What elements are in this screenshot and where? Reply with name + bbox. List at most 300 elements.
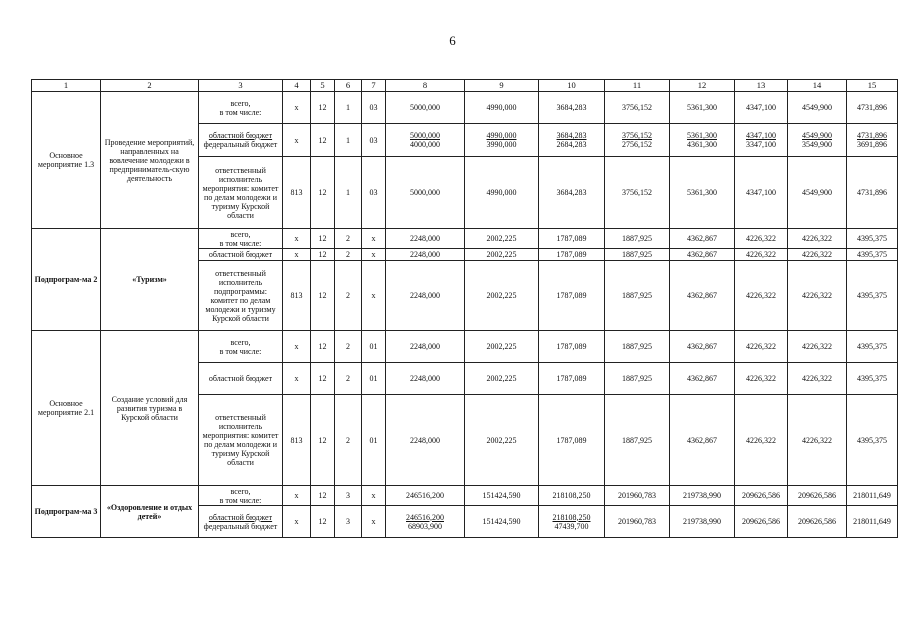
value-year-8-line: 4731,896	[857, 188, 887, 197]
funding-source-line: в том числе:	[219, 346, 262, 356]
value-year-3-line: 3684,283	[556, 131, 587, 140]
value-year-4-line: 1887,925	[622, 234, 652, 243]
header-cell-10: 10	[539, 80, 605, 92]
code-c4	[283, 395, 311, 486]
header-row	[32, 80, 898, 92]
value-year-2-line: 2002,225	[486, 250, 517, 259]
code-c6-line: 1	[346, 135, 350, 145]
funding-source-line: областной бюджет	[208, 131, 273, 140]
value-year-6	[735, 249, 788, 261]
code-c5-line: 12	[318, 491, 327, 500]
value-year-6-line: 4226,322	[746, 234, 776, 243]
value-year-1	[386, 331, 465, 363]
value-year-7-line: 4226,322	[802, 342, 832, 351]
value-year-3-line: 1787,089	[556, 291, 587, 300]
value-year-5-line: 219738,990	[683, 491, 721, 500]
value-year-1-line: 2248,000	[410, 374, 440, 383]
value-year-6	[735, 363, 788, 395]
value-year-2	[465, 331, 539, 363]
value-year-3	[539, 506, 605, 538]
code-c5	[311, 157, 335, 229]
code-c7	[362, 229, 386, 249]
program-name: Основное мероприятие 1.3	[32, 92, 101, 229]
funding-source-line: всего,	[230, 486, 251, 496]
header-cell-9: 9	[465, 80, 539, 92]
value-year-2-line: 151424,590	[482, 517, 521, 526]
value-year-4	[605, 157, 670, 229]
code-c4-line: x	[294, 135, 299, 145]
code-c5-line: 12	[318, 517, 327, 526]
table-row	[32, 331, 898, 363]
value-year-5	[670, 92, 735, 124]
value-year-7-line: 4226,322	[802, 250, 832, 259]
header-cell-15: 15	[847, 80, 898, 92]
value-year-4	[605, 363, 670, 395]
value-year-4	[605, 261, 670, 331]
value-year-2-line: 151424,590	[482, 491, 521, 500]
value-year-2-line: 2002,225	[486, 291, 517, 300]
value-year-8-line: 4731,896	[857, 131, 887, 140]
code-c4	[283, 229, 311, 249]
code-c6-line: 3	[346, 491, 350, 500]
funding-source-line: областной бюджет	[208, 374, 273, 383]
value-year-5-line: 4362,867	[687, 435, 717, 445]
value-year-2	[465, 486, 539, 506]
value-year-1-line: 246516,200	[406, 491, 444, 500]
value-year-1	[386, 395, 465, 486]
table-row	[32, 92, 898, 124]
value-year-3	[539, 363, 605, 395]
funding-source-line: областной бюджет	[208, 512, 273, 522]
value-year-3-line: 3684,283	[556, 188, 587, 197]
code-c7	[362, 124, 386, 157]
value-year-6-line: 4347,100	[746, 188, 776, 197]
funding-source-line: областной бюджет	[208, 250, 273, 259]
value-year-3-line: 218108,250	[552, 491, 591, 500]
program-name: Подпрограм-ма 2	[32, 229, 101, 331]
value-year-2	[465, 249, 539, 261]
code-c6	[335, 92, 362, 124]
value-year-2-line: 2002,225	[486, 342, 517, 351]
code-c5-line: 12	[318, 103, 327, 112]
value-year-6	[735, 92, 788, 124]
value-year-7-line: 4226,322	[802, 291, 832, 300]
code-c6-line: 2	[346, 234, 350, 243]
value-year-4-line: 201960,783	[618, 491, 656, 500]
program-description: «Оздоровление и отдых детей»	[101, 486, 199, 538]
value-year-7	[788, 249, 847, 261]
code-c7-line: x	[371, 517, 376, 526]
value-year-1	[386, 229, 465, 249]
code-c7	[362, 486, 386, 506]
code-c6-line: 2	[346, 374, 350, 383]
code-c4	[283, 157, 311, 229]
value-year-2	[465, 363, 539, 395]
value-year-6-line: 4226,322	[746, 250, 776, 259]
header-cell-1: 1	[32, 80, 101, 92]
code-c4	[283, 486, 311, 506]
value-year-7	[788, 261, 847, 331]
code-c7	[362, 157, 386, 229]
value-year-1	[386, 261, 465, 331]
code-c5-line: 12	[318, 291, 327, 300]
value-year-1	[386, 157, 465, 229]
funding-source	[199, 506, 283, 538]
value-year-6	[735, 395, 788, 486]
code-c7	[362, 249, 386, 261]
funding-source-line: федеральный бюджет	[203, 521, 278, 531]
value-year-8-line: 218011,649	[853, 517, 891, 526]
code-c6-line: 1	[346, 188, 350, 197]
value-year-5	[670, 157, 735, 229]
code-c6	[335, 157, 362, 229]
value-year-4	[605, 395, 670, 486]
code-c7-line: 03	[369, 135, 378, 145]
program-description: Создание условий для развития туризма в Курской области	[101, 331, 199, 486]
value-year-1	[386, 363, 465, 395]
code-c4	[283, 331, 311, 363]
value-year-6-line: 4226,322	[746, 435, 776, 445]
header-cell-8: 8	[386, 80, 465, 92]
code-c5	[311, 261, 335, 331]
value-year-8-line: 3691,896	[857, 140, 887, 149]
funding-source	[199, 486, 283, 506]
value-year-1-line: 2248,000	[410, 291, 440, 300]
value-year-1-line: 2248,000	[410, 250, 440, 259]
code-c6	[335, 395, 362, 486]
value-year-6-line: 4226,322	[746, 342, 776, 351]
value-year-1-line: 4000,000	[410, 140, 440, 149]
value-year-7	[788, 92, 847, 124]
funding-source	[199, 229, 283, 249]
funding-source-line: ответственный исполнитель мероприятия: комитет по делам молодежи и туризму Курской области	[202, 165, 279, 220]
value-year-8-line: 218011,649	[853, 491, 891, 500]
code-c4-line: 813	[290, 291, 303, 300]
code-c7	[362, 331, 386, 363]
code-c7-line: x	[371, 491, 376, 500]
value-year-5	[670, 229, 735, 249]
value-year-5	[670, 486, 735, 506]
code-c6-line: 2	[346, 435, 350, 445]
code-c5-line: 12	[318, 135, 327, 145]
value-year-1	[386, 506, 465, 538]
code-c6	[335, 124, 362, 157]
code-c5	[311, 124, 335, 157]
code-c5	[311, 363, 335, 395]
value-year-8-line: 4395,375	[857, 342, 887, 351]
funding-source	[199, 249, 283, 261]
value-year-2-line: 2002,225	[486, 374, 517, 383]
value-year-7-line: 4549,900	[802, 103, 832, 112]
program-description: Проведение мероприятий, направленных на вовлечение молодежи в предприниматель-скую деятельность	[101, 92, 199, 229]
code-c5	[311, 249, 335, 261]
value-year-5	[670, 261, 735, 331]
value-year-2-line: 2002,225	[486, 435, 517, 445]
funding-source-line: ответственный исполнитель мероприятия: комитет по делам молодежи и туризму Курской области	[202, 413, 279, 467]
value-year-2	[465, 229, 539, 249]
code-c5-line: 12	[318, 435, 327, 445]
value-year-3	[539, 229, 605, 249]
value-year-7-line: 209626,586	[798, 491, 836, 500]
funding-source-line: всего,	[230, 229, 251, 239]
value-year-3-line: 1787,089	[556, 250, 587, 259]
value-year-2-line: 4990,000	[486, 103, 517, 112]
value-year-8	[847, 229, 898, 249]
value-year-8	[847, 395, 898, 486]
code-c5	[311, 486, 335, 506]
value-year-8	[847, 92, 898, 124]
value-year-3	[539, 249, 605, 261]
value-year-4-line: 201960,783	[618, 517, 656, 526]
value-year-3	[539, 92, 605, 124]
value-year-2	[465, 506, 539, 538]
code-c5-line: 12	[318, 374, 327, 383]
funding-source-line: всего,	[230, 98, 251, 108]
code-c4	[283, 261, 311, 331]
value-year-8-line: 4731,896	[857, 103, 887, 112]
value-year-6	[735, 124, 788, 157]
value-year-4	[605, 486, 670, 506]
funding-source	[199, 261, 283, 331]
value-year-1	[386, 124, 465, 157]
page-number: 6	[449, 33, 456, 48]
value-year-6-line: 4347,100	[746, 103, 776, 112]
code-c7-line: 03	[369, 103, 378, 112]
value-year-6	[735, 506, 788, 538]
value-year-1-line: 2248,000	[410, 435, 440, 445]
program-name: Основное мероприятие 2.1	[32, 331, 101, 486]
value-year-8	[847, 157, 898, 229]
value-year-1-line: 246516,200	[406, 512, 444, 522]
code-c7	[362, 395, 386, 486]
funding-source-line: в том числе:	[219, 238, 262, 248]
value-year-2	[465, 157, 539, 229]
code-c6	[335, 486, 362, 506]
value-year-7	[788, 331, 847, 363]
value-year-7	[788, 157, 847, 229]
code-c4-line: x	[294, 491, 299, 500]
value-year-3-line: 1787,089	[556, 435, 587, 445]
value-year-5-line: 4362,867	[687, 234, 717, 243]
value-year-8	[847, 261, 898, 331]
funding-source-line: ответственный исполнитель подпрограммы: комитет по делам молодежи и туризму Курской области	[205, 268, 276, 323]
code-c4-line: 813	[290, 435, 303, 445]
value-year-1-line: 5000,000	[410, 188, 440, 197]
funding-source-line: всего,	[230, 337, 251, 347]
code-c4	[283, 363, 311, 395]
value-year-8	[847, 363, 898, 395]
code-c6	[335, 363, 362, 395]
funding-source	[199, 331, 283, 363]
value-year-7	[788, 395, 847, 486]
code-c7-line: 01	[369, 342, 378, 351]
value-year-8-line: 4395,375	[857, 234, 887, 243]
funding-source-line: в том числе:	[219, 107, 262, 117]
value-year-7	[788, 506, 847, 538]
code-c5	[311, 395, 335, 486]
value-year-4-line: 1887,925	[622, 291, 652, 300]
value-year-1-line: 2248,000	[410, 342, 440, 351]
value-year-7-line: 4226,322	[802, 234, 832, 243]
program-name: Подпрограм-ма 3	[32, 486, 101, 538]
value-year-8-line: 4395,375	[857, 250, 887, 259]
code-c4-line: x	[294, 517, 299, 526]
value-year-7	[788, 486, 847, 506]
header-cell-5: 5	[311, 80, 335, 92]
code-c6-line: 2	[346, 250, 350, 259]
funding-source	[199, 157, 283, 229]
value-year-4-line: 1887,925	[622, 435, 652, 445]
value-year-4-line: 3756,152	[622, 131, 652, 140]
value-year-6-line: 4226,322	[746, 291, 776, 300]
budget-table	[31, 79, 898, 538]
value-year-2-line: 4990,000	[486, 188, 517, 197]
code-c6	[335, 249, 362, 261]
funding-source-line: федеральный бюджет	[203, 140, 278, 149]
funding-source-line: в том числе:	[219, 495, 262, 505]
code-c4-line: x	[294, 250, 299, 259]
value-year-6	[735, 261, 788, 331]
value-year-3	[539, 331, 605, 363]
value-year-5-line: 4361,300	[687, 140, 717, 149]
value-year-7	[788, 229, 847, 249]
value-year-3	[539, 124, 605, 157]
value-year-1-line: 2248,000	[410, 234, 440, 243]
value-year-5-line: 5361,300	[687, 103, 717, 112]
code-c5	[311, 229, 335, 249]
value-year-5	[670, 506, 735, 538]
value-year-7-line: 4226,322	[802, 374, 832, 383]
code-c4-line: 813	[290, 188, 303, 197]
value-year-5	[670, 363, 735, 395]
value-year-4-line: 1887,925	[622, 342, 652, 351]
code-c7	[362, 92, 386, 124]
code-c6-line: 3	[346, 517, 350, 526]
value-year-6-line: 4226,322	[746, 374, 776, 383]
code-c7	[362, 261, 386, 331]
code-c4	[283, 506, 311, 538]
value-year-1-line: 5000,000	[410, 103, 440, 112]
value-year-3-line: 47439,700	[554, 521, 589, 531]
value-year-2	[465, 124, 539, 157]
table-row	[32, 486, 898, 506]
value-year-5-line: 4362,867	[687, 342, 717, 351]
funding-source	[199, 92, 283, 124]
value-year-8-line: 4395,375	[857, 435, 887, 445]
value-year-1-line: 5000,000	[410, 131, 440, 140]
value-year-4-line: 1887,925	[622, 250, 652, 259]
code-c5-line: 12	[318, 234, 327, 243]
code-c4	[283, 92, 311, 124]
header-cell-2: 2	[101, 80, 199, 92]
value-year-4	[605, 229, 670, 249]
value-year-6	[735, 229, 788, 249]
header-cell-4: 4	[283, 80, 311, 92]
value-year-3-line: 218108,250	[552, 512, 591, 522]
value-year-3	[539, 261, 605, 331]
value-year-4-line: 2756,152	[622, 140, 652, 149]
value-year-7	[788, 124, 847, 157]
value-year-8	[847, 331, 898, 363]
value-year-1	[386, 92, 465, 124]
funding-source	[199, 395, 283, 486]
value-year-6	[735, 486, 788, 506]
value-year-3	[539, 395, 605, 486]
code-c7	[362, 506, 386, 538]
value-year-7-line: 4226,322	[802, 435, 832, 445]
code-c5-line: 12	[318, 188, 327, 197]
value-year-4-line: 3756,152	[622, 188, 652, 197]
code-c6-line: 1	[346, 103, 350, 112]
header-cell-7: 7	[362, 80, 386, 92]
value-year-2	[465, 395, 539, 486]
header-cell-12: 12	[670, 80, 735, 92]
code-c7-line: x	[371, 250, 376, 259]
value-year-5-line: 5361,300	[687, 131, 717, 140]
header-cell-14: 14	[788, 80, 847, 92]
value-year-4-line: 3756,152	[622, 103, 652, 112]
value-year-3	[539, 157, 605, 229]
value-year-1	[386, 486, 465, 506]
code-c4	[283, 249, 311, 261]
value-year-8	[847, 486, 898, 506]
value-year-2	[465, 261, 539, 331]
code-c7-line: 01	[369, 435, 378, 445]
value-year-2	[465, 92, 539, 124]
value-year-5	[670, 124, 735, 157]
value-year-3-line: 1787,089	[556, 374, 587, 383]
value-year-5-line: 5361,300	[687, 188, 717, 197]
value-year-6	[735, 157, 788, 229]
header-cell-11: 11	[605, 80, 670, 92]
code-c6	[335, 229, 362, 249]
value-year-8	[847, 124, 898, 157]
value-year-6-line: 3347,100	[746, 140, 776, 149]
value-year-4-line: 1887,925	[622, 374, 652, 383]
value-year-4	[605, 249, 670, 261]
code-c5-line: 12	[318, 250, 327, 259]
code-c7-line: 01	[369, 374, 378, 383]
code-c7-line: 03	[369, 188, 378, 197]
value-year-2-line: 2002,225	[486, 234, 517, 243]
code-c5-line: 12	[318, 342, 327, 351]
value-year-8-line: 4395,375	[857, 374, 887, 383]
value-year-5-line: 219738,990	[683, 517, 721, 526]
funding-source	[199, 124, 283, 157]
header-cell-3: 3	[199, 80, 283, 92]
value-year-6-line: 209626,586	[742, 517, 780, 526]
value-year-4	[605, 331, 670, 363]
value-year-5-line: 4362,867	[687, 291, 717, 300]
value-year-5-line: 4362,867	[687, 374, 717, 383]
code-c5	[311, 92, 335, 124]
code-c7	[362, 363, 386, 395]
code-c6-line: 2	[346, 291, 350, 300]
code-c7-line: x	[371, 291, 376, 300]
value-year-7-line: 4549,900	[802, 188, 832, 197]
value-year-2-line: 4990,000	[486, 131, 517, 140]
value-year-1	[386, 249, 465, 261]
value-year-7-line: 209626,586	[798, 517, 836, 526]
value-year-3	[539, 486, 605, 506]
code-c5	[311, 506, 335, 538]
funding-source	[199, 363, 283, 395]
value-year-7-line: 3549,900	[802, 140, 832, 149]
value-year-6	[735, 331, 788, 363]
value-year-5	[670, 395, 735, 486]
value-year-2-line: 3990,000	[486, 140, 517, 149]
value-year-8	[847, 249, 898, 261]
